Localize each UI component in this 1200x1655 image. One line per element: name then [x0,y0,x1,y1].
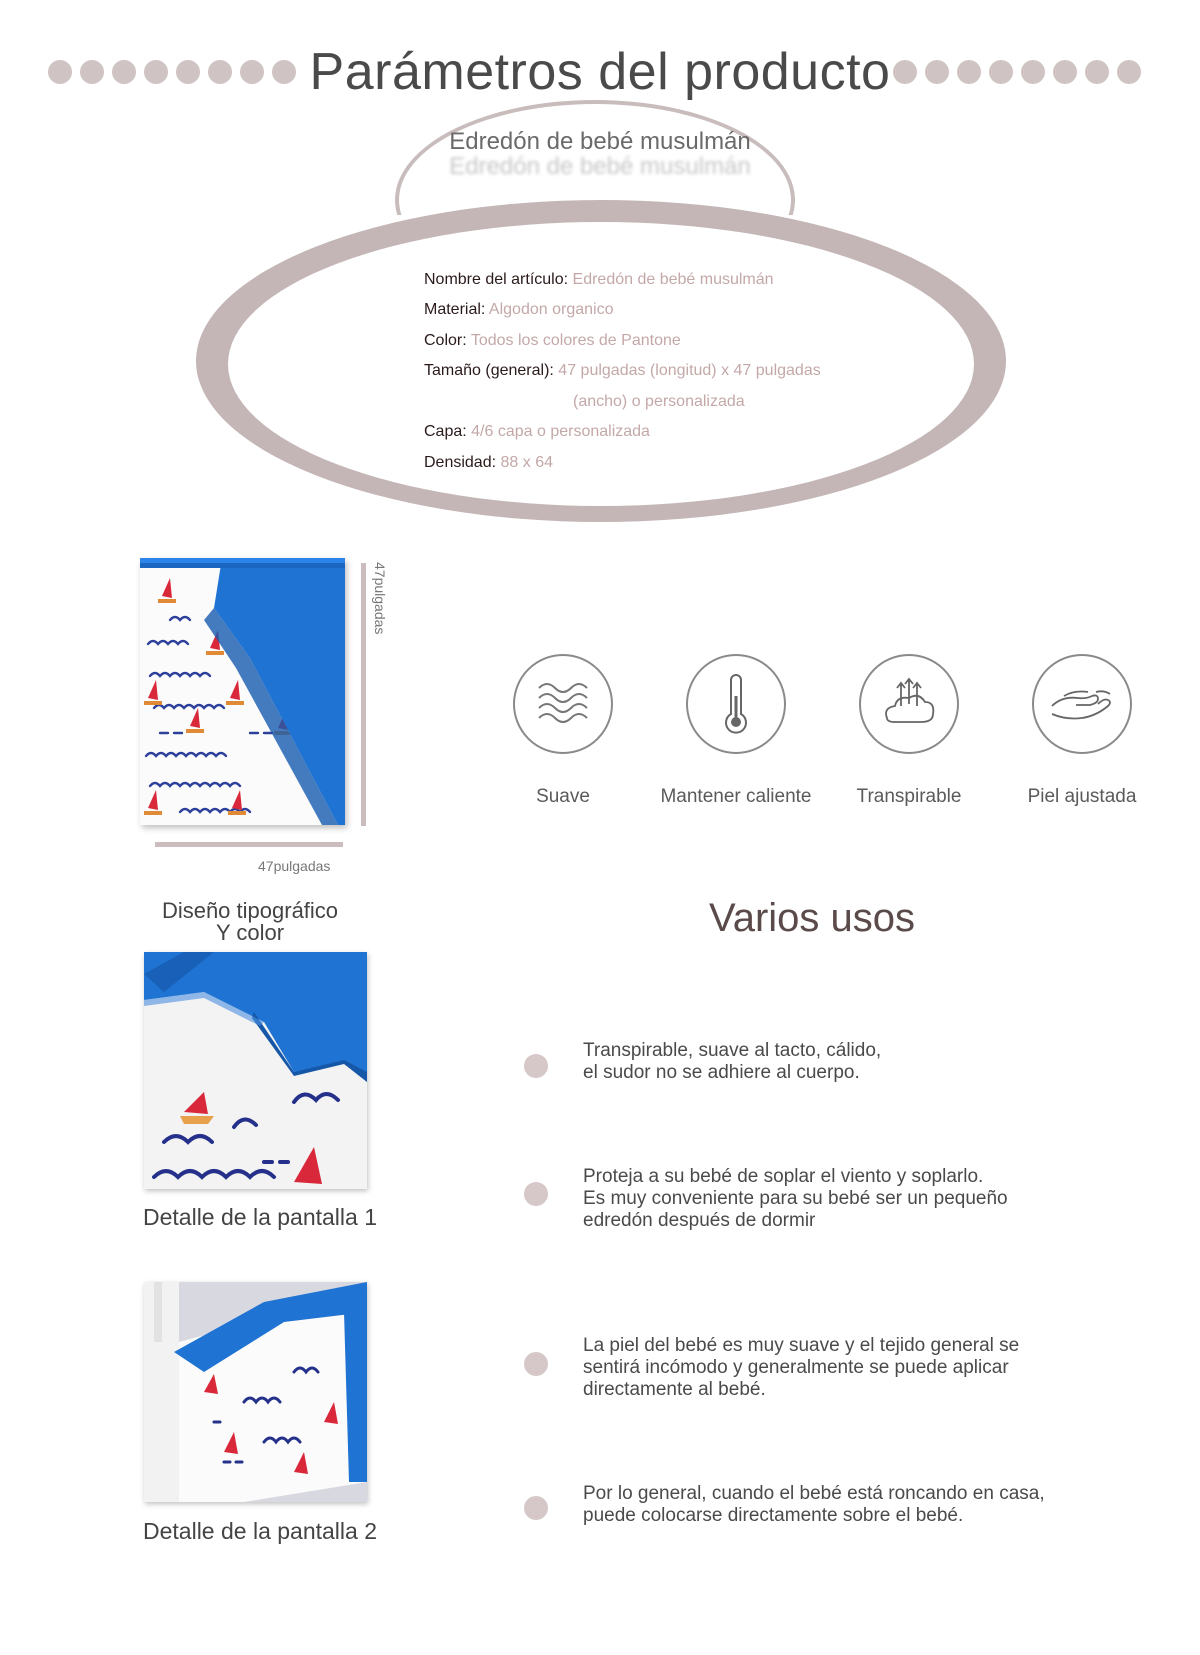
uses-title: Varios usos [708,896,915,940]
height-dimension-label: 47pulgadas [372,562,388,635]
width-dimension-line [155,842,343,847]
feature-label-transpirable: Transpirable [856,786,962,807]
waves-icon [513,654,613,754]
use-item-3: La piel del bebé es muy suave y el tejido general se sentirá incómodo y generalmente se puede aplicar directamente al bebé. [583,1335,1020,1400]
product-subtitle: Edredón de bebé musulmán [449,128,751,155]
hand-icon [1032,654,1132,754]
detail-photo-1 [144,952,367,1189]
thermometer-icon [686,654,786,754]
param-name: Nombre del artículo: Edredón de bebé musulmán [424,271,774,288]
param-density: Densidad: 88 x 64 [424,454,553,471]
blanket-image [140,558,345,825]
bullet-icon [524,1352,548,1376]
detail-photo-2 [144,1282,367,1502]
feature-label-piel-ajustada: Piel ajustada [1027,786,1137,807]
use-item-1: Transpirable, suave al tacto, cálido, el sudor no se adhiere al cuerpo. [583,1040,882,1083]
param-material: Material: Algodon organico [424,301,614,318]
use-item-4: Por lo general, cuando el bebé está roncando en casa, puede colocarse directamente sobre el bebé. [583,1483,1045,1526]
width-dimension-label: 47pulgadas [258,858,331,874]
height-dimension-line [361,563,366,826]
detail-caption-1: Detalle de la pantalla 1 [143,1204,377,1230]
detail-caption-2: Detalle de la pantalla 2 [143,1518,377,1544]
bullet-icon [524,1496,548,1520]
param-size: Tamaño (general): 47 pulgadas (longitud) x 47 pulgadas [424,362,821,379]
bullet-icon [524,1182,548,1206]
param-color: Color: Todos los colores de Pantone [424,332,681,349]
param-size-cont: (ancho) o personalizada [573,393,745,410]
page-title: Parámetros del producto [309,43,891,101]
param-layer: Capa: 4/6 capa o personalizada [424,423,650,440]
design-caption: Diseño tipográfico Y color [161,898,339,945]
feature-label-mantener-caliente: Mantener caliente [660,786,812,807]
bullet-icon [524,1054,548,1078]
product-subtitle-reflection: Edredón de bebé musulmán [449,153,751,180]
use-item-2: Proteja a su bebé de soplar el viento y soplarlo. Es muy conveniente para su bebé ser un pequeño edredón después de dormir [583,1166,1008,1231]
feature-label-suave: Suave [536,786,590,807]
breathable-icon [859,654,959,754]
